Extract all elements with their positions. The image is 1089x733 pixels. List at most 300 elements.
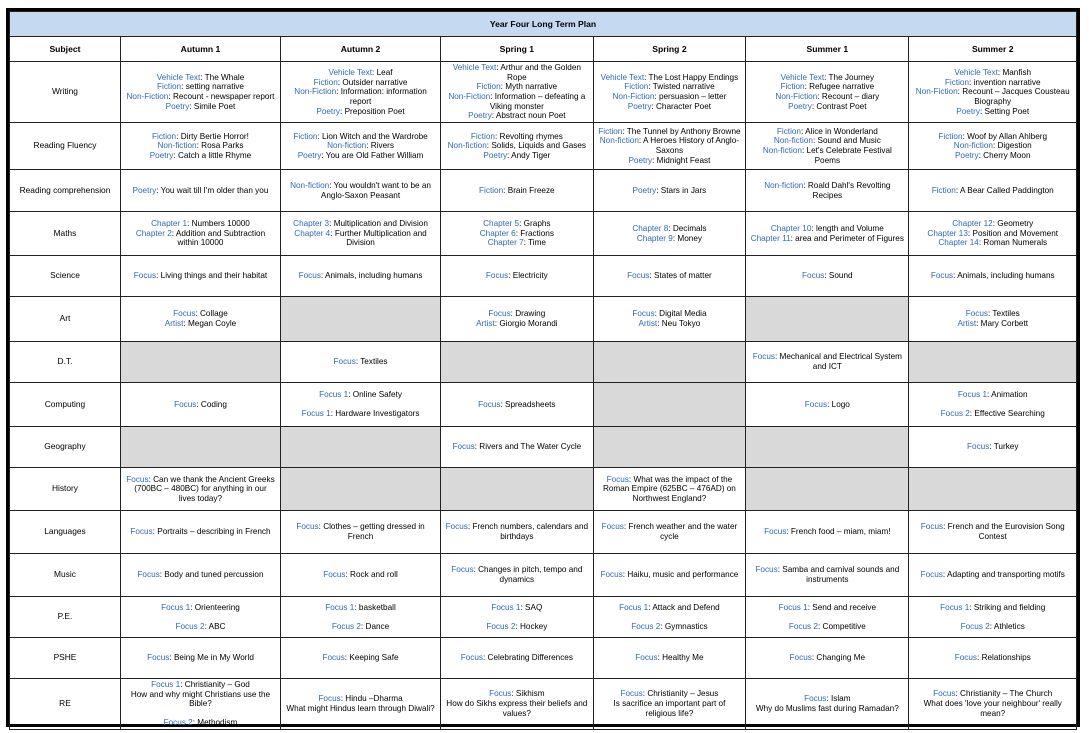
plan-cell [281,212,441,256]
plan-entry: Chapter 13: Position and Movement [927,228,1059,238]
entry-spacer [913,400,1072,409]
plan-entry: Focus: Rivers and The Water Cycle [452,442,582,452]
entry-text: Giorgio Morandi [499,319,558,329]
plan-entry: Poetry: Setting Poet [956,106,1030,116]
entry-text: Contrast Poet [816,101,867,111]
plan-entry: Fiction: Brain Freeze [479,185,555,195]
entry-text: Drawing [515,309,546,319]
entry-text: area and Perimeter of Figures [795,233,904,243]
entry-label: Focus 2 [631,621,661,631]
entry-text: French weather and the water cycle [628,522,738,542]
entry-text: Spreadsheets [505,399,556,409]
entry-label: Vehicle Text [780,72,825,82]
entry-text: The Lost Happy Endings [648,72,739,82]
entry-label: Focus 1 [319,390,349,400]
entry-text: Solids, Liquids and Gases [491,141,587,151]
entry-label: Focus [485,271,509,281]
entry-label: Focus 2 [175,621,205,631]
empty-cell [593,342,746,383]
entry-label: Non-fiction [764,180,804,190]
plan-cell [441,297,594,342]
entry-label: Fiction [931,185,956,195]
entry-text: Manfish [1002,67,1032,77]
plan-entry: Non-fiction: Solids, Liquids and Gases [447,141,587,151]
entry-label: Focus [130,527,153,537]
plan-cell [441,511,594,554]
plan-entry: Poetry: Character Poet [627,101,712,111]
entry-text: Catch a little Rhyme [177,150,252,160]
entry-text: Andy Tiger [511,150,551,160]
plan-cell [120,383,280,427]
subject-cell-history: History [10,468,121,511]
entry-text: Changes in pitch, tempo and dynamics [478,565,583,585]
plan-cell [441,638,594,679]
entry-text: Abstract noun Poet [495,111,566,121]
plan-cell [441,62,594,123]
entry-text: Healthy Me [662,653,704,663]
entry-label: Focus [755,565,778,575]
plan-cell [593,468,746,511]
plan-entry: Focus: Changes in pitch, tempo and dynamics [451,565,583,585]
entry-text: Geometry [997,219,1034,229]
plan-cell [441,170,594,212]
plan-cell [441,427,594,468]
plan-entry: Chapter 1: Numbers 10000 [151,219,250,229]
plan-entry: Focus 2: Gymnastics [631,621,708,631]
entry-label: Chapter 9 [636,233,673,243]
plan-entry: Focus: Mechanical and Electrical System and ICT [752,352,902,372]
entry-text: Christianity – Jesus [647,689,719,699]
entry-label: Non-fiction [599,136,639,146]
entry-text: Lion Witch and the Wardrobe [322,131,428,141]
entry-text: Hindu –Dharma [345,694,403,704]
entry-label: Focus [804,399,828,409]
empty-cell [746,427,909,468]
plan-entry: Focus: Animals, including humans [298,271,423,281]
entry-label: Chapter 12 [952,219,993,229]
plan-cell [593,297,746,342]
plan-entry: Chapter 5: Graphs [483,219,551,229]
plan-cell [746,511,909,554]
plan-entry: Poetry: You are Old Father William [297,150,424,160]
entry-text: Recount – diary [821,92,880,102]
entry-label: Focus [489,689,512,699]
plan-cell [281,342,441,383]
entry-text: invention narrative [973,77,1041,87]
entry-text: Let's Celebrate Festival Poems [806,146,892,165]
entry-text: Stars in Jars [660,185,707,195]
entry-text: Christianity – God [184,680,250,690]
empty-cell [281,297,441,342]
plan-entry: Fiction: Twisted narrative [624,82,715,92]
plan-entry: Non-fiction: Rosa Parks [157,141,244,151]
plan-cell [909,679,1077,730]
entry-text: A Heroes History of Anglo-Saxons [643,136,740,156]
entry-text: Midnight Feast [656,155,711,165]
entry-text: persuasion – letter [658,92,727,102]
table-row [10,212,1077,256]
entry-text: Multiplication and Division [333,219,428,229]
plan-cell [120,511,280,554]
plan-cell [593,170,746,212]
entry-label: Non-fiction [327,141,367,151]
entry-text: Rock and roll [350,570,398,580]
entry-spacer [750,613,904,622]
plan-entry: Artist: Giorgio Morandi [476,319,558,329]
table-row [10,597,1077,638]
entry-label: Vehicle Text [954,67,998,77]
plan-entry: Focus 1: Attack and Defend [619,602,720,612]
entry-text: Woof by Allan Ahlberg [967,131,1048,141]
entry-label: Chapter 3 [293,219,330,229]
column-header-autumn-1: Autumn 1 [120,37,280,62]
entry-text: French food – miam, miam! [790,527,891,537]
plan-cell [593,554,746,597]
plan-entry: Artist: Neu Tokyo [638,319,701,329]
entry-text: ABC [208,621,226,631]
entry-label: Poetry [788,101,812,111]
entry-text: Striking and fielding [973,602,1046,612]
entry-text: Hockey [520,621,548,631]
plan-entry: Chapter 10: length and Volume [770,223,884,233]
entry-label: Vehicle Text [156,72,201,82]
plan-entry: Focus: Celebrating Differences [460,653,573,663]
plan-cell [120,170,280,212]
plan-entry: Fiction: Myth narrative [476,82,558,92]
plan-entry: Fiction: setting narrative [157,82,244,92]
entry-label: Focus [954,653,978,663]
column-header-spring-1: Spring 1 [441,37,594,62]
plan-entry: Focus: Sikhism [489,689,545,699]
entry-text: Character Poet [655,101,712,111]
subject-cell-music: Music [10,554,121,597]
entry-label: Poetry [483,150,508,160]
plan-cell [746,256,909,297]
entry-text: Portraits – describing in French [157,527,271,537]
page-title: Year Four Long Term Plan [10,12,1077,37]
entry-label: Focus [764,527,787,537]
plan-entry: Focus: Sound [802,271,853,281]
plan-entry: Focus 2: Competitive [788,621,866,631]
entry-text: What does 'love your neighbour' really mean? [923,699,1062,718]
plan-entry: Chapter 4: Further Multiplication and Division [294,228,427,248]
empty-cell [120,342,280,383]
plan-cell [441,554,594,597]
plan-cell [281,597,441,638]
entry-text: Can we thank the Ancient Greeks (700BC – 480BC) for anything in our lives today? [134,474,275,503]
empty-cell [593,427,746,468]
plan-entry: Focus 1: SAQ [491,602,543,612]
table-row [10,297,1077,342]
entry-text: Information – defeating a Viking monster [489,92,586,111]
entry-label: Focus [920,522,944,532]
entry-label: Non-Fiction [775,92,818,102]
entry-label: Non-fiction [762,146,802,156]
plan-entry: Focus: Keeping Safe [322,653,399,663]
entry-text: Arthur and the Golden Rope [500,63,581,82]
entry-label: Focus [967,442,990,452]
entry-text: Celebrating Differences [487,653,573,663]
entry-label: Focus [445,522,468,532]
table-row [10,679,1077,730]
entry-label: Fiction [476,82,501,92]
entry-text: Addition and Subtraction within 10000 [175,228,266,248]
plan-cell [909,297,1077,342]
entry-label: Focus [804,694,827,704]
plan-entry: Focus 1: Send and receive [778,602,877,612]
plan-entry: Focus: Collage [173,309,228,319]
entry-label: Non-fiction [290,180,330,190]
subject-cell-p-e: P.E. [10,597,121,638]
plan-entry: Non-fiction: Rivers [327,141,394,151]
entry-label: Fiction [313,77,338,87]
plan-cell [746,679,909,730]
column-header-spring-2: Spring 2 [593,37,746,62]
plan-entry: Focus: French weather and the water cycle [601,522,738,542]
entry-label: Chapter 7 [487,238,524,248]
plan-entry: Focus: Living things and their habitat [133,271,268,281]
entry-label: Focus [322,653,345,663]
entry-label: Focus [620,689,643,699]
entry-text: French numbers, calendars and birthdays [472,522,589,542]
plan-entry: Non-fiction: Let's Celebrate Festival Poems [762,146,892,165]
entry-label: Poetry [297,150,322,160]
entry-label: Focus 2 [163,718,193,728]
entry-text: Being Me in My World [173,653,254,663]
plan-cell [120,638,280,679]
entry-label: Non-Fiction [448,92,491,102]
entry-text: Gymnastics [664,621,708,631]
entry-label: Focus [789,653,812,663]
plan-entry: Chapter 9: Money [636,233,702,243]
plan-entry: Poetry: Andy Tiger [483,150,551,160]
plan-cell [909,554,1077,597]
plan-cell [909,427,1077,468]
entry-spacer [125,709,276,718]
entry-text: Numbers 10000 [191,219,250,229]
plan-entry: Focus: Logo [804,399,850,409]
entry-text: How do Sikhs express their beliefs and values? [446,699,588,718]
plan-entry: Focus: Spreadsheets [478,399,556,409]
plan-entry: Fiction: Alice in Wonderland [776,126,878,136]
entry-text: The Journey [828,72,875,82]
plan-cell [441,123,594,170]
entry-text: Leaf [376,67,393,77]
entry-text: Decimals [672,223,707,233]
entry-label: Focus [147,653,170,663]
entry-text: Simile Poet [193,101,236,111]
plan-cell [593,123,746,170]
plan-entry: Chapter 3: Multiplication and Division [293,219,428,229]
plan-entry: Chapter 14: Roman Numerals [938,238,1048,248]
subject-cell-re: RE [10,679,121,730]
plan-cell [593,597,746,638]
entry-label: Non-Fiction [915,87,958,97]
plan-entry: Focus: Changing Me [789,653,866,663]
plan-entry: Focus: Coding [174,399,227,409]
plan-entry: Fiction: Refugee narrative [780,82,875,92]
entry-label: Vehicle Text [452,63,497,72]
plan-cell [909,597,1077,638]
plan-cell [120,554,280,597]
plan-entry: Non-fiction: Sound and Music [773,136,881,146]
plan-entry: Non-fiction: Digestion [953,141,1032,151]
entry-text: You wouldn't want to be an Anglo-Saxon Peasant [320,180,431,200]
plan-entry: Fiction: A Bear Called Paddington [931,185,1054,195]
entry-label: Focus [174,399,197,409]
plan-entry: Non-Fiction: persuasion – letter [612,92,727,102]
entry-text: Methodism [197,718,238,728]
plan-cell [593,679,746,730]
plan-cell [746,554,909,597]
plan-entry: Focus 1: basketball [325,602,396,612]
entry-text: The Tunnel by Anthony Browne [626,126,741,136]
entry-label: Non-Fiction [612,92,655,102]
entry-label: Focus [635,653,658,663]
entry-label: Chapter 10 [770,223,812,233]
plan-entry: Vehicle Text: Manfish [954,67,1032,77]
entry-label: Chapter 14 [938,238,979,248]
plan-cell [441,256,594,297]
empty-cell [281,468,441,511]
plan-cell [281,511,441,554]
plan-entry: Fiction: Lion Witch and the Wardrobe [293,131,428,141]
entry-label: Focus [298,271,321,281]
entry-label: Focus [451,565,474,575]
entry-text: Collage [200,309,228,319]
plan-entry: Fiction: Dirty Bertie Horror! [152,131,249,141]
entry-text: Further Multiplication and Division [334,228,427,248]
plan-entry: Focus 2: Athletics [960,621,1025,631]
plan-entry: Non-fiction: Roald Dahl's Revolting Recipes [764,180,891,200]
entry-label: Focus [802,271,825,281]
plan-cell [281,170,441,212]
entry-text: length and Volume [815,223,884,233]
plan-entry: Chapter 11: area and Perimeter of Figures [750,233,904,243]
column-header-autumn-2: Autumn 2 [281,37,441,62]
entry-text: States of matter [653,271,712,281]
plan-cell [593,212,746,256]
entry-label: Fiction [776,126,801,136]
plan-entry: Focus 2: Effective Searching [940,409,1045,419]
plan-entry: Focus: Christianity – The Church [933,689,1053,699]
table-row [10,62,1077,123]
plan-cell [281,62,441,123]
plan-cell [120,597,280,638]
entry-label: Focus [933,689,956,699]
entry-label: Focus 2 [331,621,361,631]
plan-entry: Focus 1: Animation [957,390,1028,400]
plan-entry: Fiction: invention narrative [944,77,1041,87]
entry-text: Send and receive [812,602,877,612]
entry-text: Cherry Moon [983,150,1031,160]
plan-entry: Artist: Mary Corbett [957,319,1028,329]
plan-entry: Fiction: Outsider narrative [313,77,408,87]
plan-entry: Focus: Hindu –Dharma [318,694,403,704]
entry-text: Dirty Bertie Horror! [180,131,249,141]
entry-label: Artist [638,319,658,329]
plan-entry: Non-Fiction: Recount – Jacques Cousteau Biography [915,87,1070,106]
entry-text: Outsider narrative [342,77,408,87]
entry-spacer [285,613,436,622]
entry-label: Poetry [954,150,979,160]
entry-label: Fiction [624,82,649,92]
plan-cell [120,256,280,297]
entry-text: Islam [830,694,851,704]
entry-label: Fiction [598,126,623,136]
entry-label: Focus [126,474,149,484]
entry-label: Poetry [632,185,657,195]
plan-entry: Focus: Electricity [485,271,548,281]
plan-entry: Poetry: Catch a little Rhyme [149,150,252,160]
empty-cell [441,468,594,511]
entry-label: Fiction [470,131,495,141]
plan-cell [441,679,594,730]
plan-entry: Poetry: Abstract noun Poet [468,111,566,121]
subject-cell-geography: Geography [10,427,121,468]
plan-cell [441,212,594,256]
long-term-plan-table [9,11,1077,730]
entry-text: basketball [358,602,396,612]
subject-cell-reading-fluency: Reading Fluency [10,123,121,170]
empty-cell [441,342,594,383]
entry-text: Position and Movement [972,228,1059,238]
plan-entry: Focus: Islam [804,694,851,704]
entry-label: Chapter 13 [927,228,968,238]
empty-cell [746,297,909,342]
entry-label: Focus 1 [161,602,191,612]
entry-text: Christianity – The Church [960,689,1053,699]
entry-label: Artist [476,319,495,329]
column-header-summer-1: Summer 1 [746,37,909,62]
plan-cell [120,62,280,123]
entry-label: Non-fiction [447,141,487,151]
plan-cell [909,638,1077,679]
plan-cell [281,554,441,597]
plan-entry: Fiction: Woof by Allan Ahlberg [938,131,1048,141]
entry-text: Living things and their habitat [160,271,268,281]
plan-cell [909,170,1077,212]
entry-label: Chapter 6 [479,228,516,238]
entry-label: Fiction [479,185,504,195]
subject-cell-reading-comprehension: Reading comprehension [10,170,121,212]
table-row [10,638,1077,679]
plan-entry: Focus: Can we thank the Ancient Greeks (700BC – 480BC) for anything in our lives today? [126,474,275,503]
entry-text: Information: information report [340,87,427,106]
column-header-subject: Subject [10,37,121,62]
plan-entry: Vehicle Text: The Whale [156,72,245,82]
entry-text: Animals, including humans [957,271,1055,281]
entry-label: Fiction [780,82,805,92]
entry-label: Focus 1 [325,602,355,612]
entry-text: Roman Numerals [983,238,1048,248]
entry-text: Online Safety [352,390,402,400]
entry-text: Fractions [520,228,554,238]
plan-cell [746,123,909,170]
plan-entry: Poetry: Stars in Jars [632,185,707,195]
entry-text: setting narrative [185,82,244,92]
plan-cell [593,511,746,554]
entry-text: You are Old Father William [325,150,424,160]
entry-label: Poetry [132,185,157,195]
empty-cell [909,342,1077,383]
entry-text: Sound [828,271,853,281]
entry-label: Focus 2 [960,621,990,631]
plan-entry [598,699,742,718]
entry-text: Textiles [360,357,388,367]
entry-text: Keeping Safe [349,653,399,663]
entry-label: Poetry [627,101,652,111]
